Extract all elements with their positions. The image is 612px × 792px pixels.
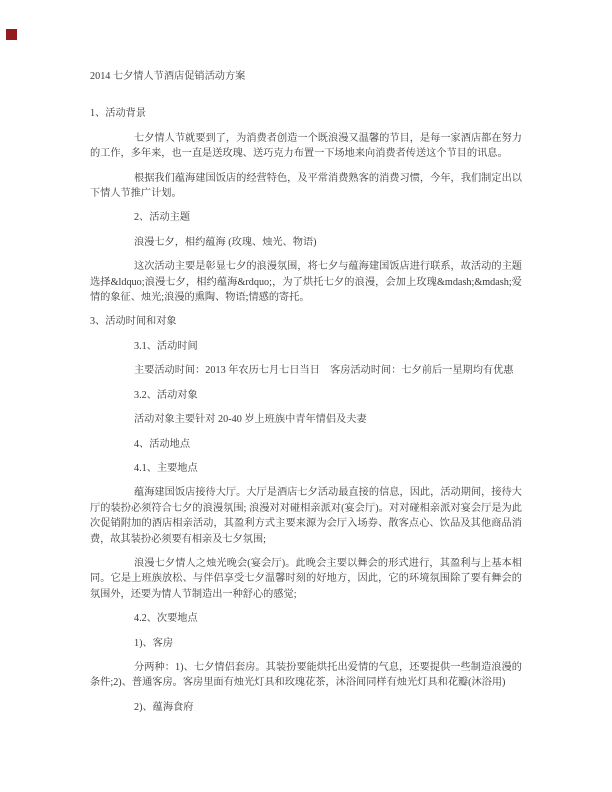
section-2-theme-line: 浪漫七夕，相约蕴海 (玫瑰、烛光、物语) (134, 236, 317, 248)
section-4-heading: 4、活动地点 (134, 438, 191, 450)
section-1-paragraph-1: 七夕情人节就要到了，为消费者创造一个既浪漫又温馨的节目，是每一家酒店都在努力的工作，多年来，也一直是送玫瑰、送巧克力布置一下场地来向消费者传送这个节目的讯息。 (90, 132, 522, 160)
section-4-2-item-guestrooms: 1)、客房 (134, 637, 174, 649)
section-1-heading: 1、活动背景 (90, 108, 147, 120)
section-4-2-heading: 4.2、次要地点 (134, 613, 198, 625)
section-4-2-item-restaurant: 2)、蕴海食府 (134, 701, 194, 713)
section-4-2-paragraph-1: 分两种：1)、七夕情侣套房。其装扮要能烘托出爱情的气息，还要提供一些制造浪漫的条件;2)、普通客房。客房里面有烛光灯具和玫瑰花茶，沐浴间同样有烛光灯具和花瓣(沐浴用) (90, 661, 522, 689)
section-3-heading: 3、活动时间和对象 (90, 316, 177, 328)
section-2-paragraph-1: 这次活动主要是彰显七夕的浪漫氛围，将七夕与蕴海建国饭店进行联系，故活动的主题选择&ldquo;浪漫七夕，相约蕴海&rdquo;，为了烘托七夕的浪漫，会加上玫瑰&mdash;&mdash;爱情的象征、烛光;浪漫的熏陶、物语;情感的寄托。 (90, 261, 522, 304)
section-4-1-heading: 4.1、主要地点 (134, 462, 198, 474)
section-1-paragraph-2: 根据我们蕴海建国饭店的经营特色，及平常消费熟客的消费习惯，今年，我们制定出以下情人节推广计划。 (90, 172, 522, 200)
section-3-2-target-line: 活动对象主要针对 20-40 岁上班族中青年情侣及夫妻 (134, 414, 367, 426)
document-content (90, 69, 522, 724)
section-3-1-heading: 3.1、活动时间 (134, 340, 198, 352)
section-3-2-heading: 3.2、活动对象 (134, 389, 198, 401)
section-4-1-paragraph-2: 浪漫七夕情人之烛光晚会(宴会厅)。此晚会主要以舞会的形式进行，其盈利与上基本相同。它是上班族放松、与伴侣享受七夕温馨时刻的好地方，因此，它的环境氛围除了要有舞会的氛围外，还要为情人节制造出一种舒心的感觉; (90, 557, 522, 600)
section-3-1-time-line: 主要活动时间：2013 年农历七月七日当日 客房活动时间：七夕前后一星期均有优惠 (134, 365, 514, 377)
page-corner-marker (6, 29, 17, 40)
document-title: 2014 七夕情人节酒店促销活动方案 (90, 71, 246, 82)
section-2-heading: 2、活动主题 (134, 212, 191, 224)
section-4-1-paragraph-1: 蕴海建国饭店接待大厅。大厅是酒店七夕活动最直接的信息，因此，活动期间，接待大厅的装扮必须符合七夕的浪漫氛围; 浪漫对对碰相亲派对(宴会厅)。对对碰相亲派对宴会厅是为此次促销附加的酒店相亲活动，其盈利方式主要来源为会厅入场券、散客点心、饮品及其他商品消费，故其装扮必须要有相亲及七夕氛围; (90, 487, 522, 545)
